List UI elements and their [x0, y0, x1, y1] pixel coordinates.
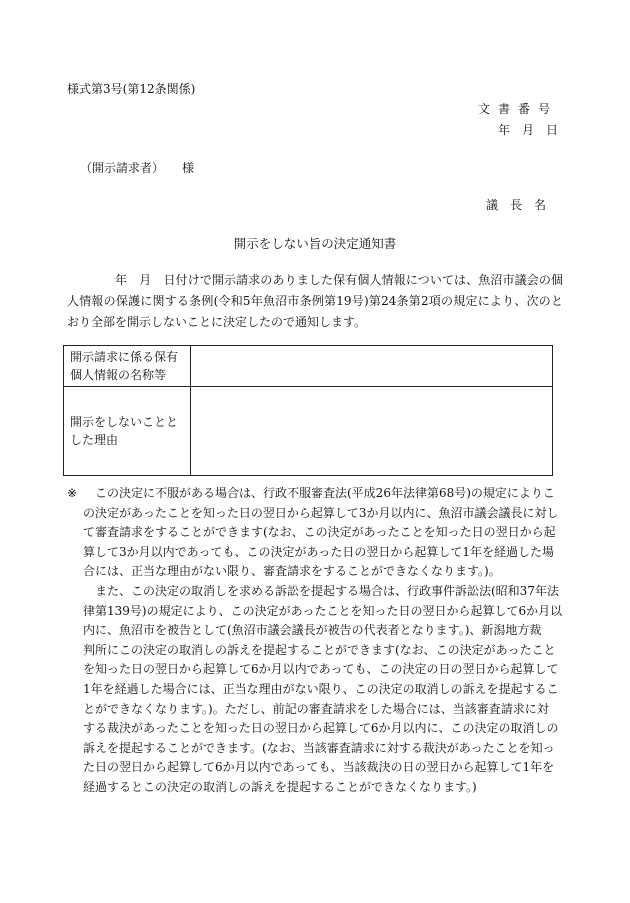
- requester-addressee: （開示請求者） 様: [80, 161, 195, 175]
- note-line: の決定があったことを知った日の翌日から起算して3か月以内に、魚沼市議会議長に対し: [83, 505, 559, 520]
- note-line: 訴えを提起することができます。(なお、当該審査請求に対する裁決があったことを知っ: [83, 740, 555, 755]
- note-line: て審査請求をすることができます(なお、この決定があったことを知った日の翌日から起: [83, 525, 556, 540]
- appeal-note: [67, 484, 563, 798]
- note-line: 判所にこの決定の取消しの訴えを提起することができます(なお、この決定があったこと: [83, 642, 556, 657]
- note-line: た日の翌日から起算して6か月以内であっても、当該裁決の日の翌日から起算して1年を: [83, 760, 555, 775]
- document-number: 文書番号: [477, 102, 558, 116]
- table-row: [64, 346, 553, 387]
- note-line: 経過するとこの決定の取消しの訴えを提起することができなくなります。): [83, 779, 477, 794]
- note-line: [67, 484, 563, 504]
- form-number: 様式第3号(第12条関係): [67, 82, 196, 96]
- table-label-cell: 開示をしないことと した理由: [64, 387, 191, 476]
- note-line: 内に、魚沼市を被告として(魚沼市議会議長が被告の代表者となります。)、新潟地方裁: [83, 623, 542, 638]
- note-text: この決定に不服がある場合は、行政不服審査法(平成26年法律第68号)の規定によりこ: [95, 486, 555, 500]
- note-line: を知った日の翌日から起算して6か月以内であっても、この決定の日の翌日から起算して: [83, 662, 559, 677]
- info-table: [63, 345, 553, 476]
- note-mark: ※: [67, 486, 78, 500]
- table-value-cell: [191, 346, 553, 387]
- note-line: 律第139号)の規定により、この決定があったことを知った日の翌日から起算して6か月以: [83, 603, 563, 618]
- note-line: また、この決定の取消しを求める訴訟を提起する場合は、行政事件訴訟法(昭和37年法: [95, 583, 559, 598]
- note-line: 1年を経過した場合には、正当な理由がない限り、この決定の取消しの訴えを提起するこ: [83, 681, 559, 696]
- table-value-cell: [191, 387, 553, 476]
- table-row: [64, 387, 553, 476]
- note-line: 合には、正当な理由がない限り、審査請求をすることができなくなります。)。: [83, 564, 501, 579]
- table-label-cell: 開示請求に係る保有個人情報の名称等: [64, 346, 191, 387]
- document-title: 開示をしない旨の決定通知書: [233, 236, 397, 251]
- note-line: 算して3か月以内であっても、この決定があった日の翌日から起算して1年を経過した場: [83, 544, 555, 559]
- chair-name: 議 長 名: [485, 198, 546, 212]
- note-line: とができなくなります。)。ただし、前記の審査請求をした場合には、当該審査請求に対: [83, 701, 549, 716]
- body-paragraph: 年 月 日付けで開示請求のありました保有個人情報については、魚沼市議会の個人情報の保護に関する条例(令和5年魚沼市条例第19号)第24条第2項の規定により、次のとおり全部を開示しないことに決定したので通知します。: [67, 273, 563, 329]
- document-date: 年 月 日: [497, 123, 558, 137]
- note-line: する裁決があったことを知った日の翌日から起算して6か月以内に、この決定の取消しの: [83, 721, 559, 736]
